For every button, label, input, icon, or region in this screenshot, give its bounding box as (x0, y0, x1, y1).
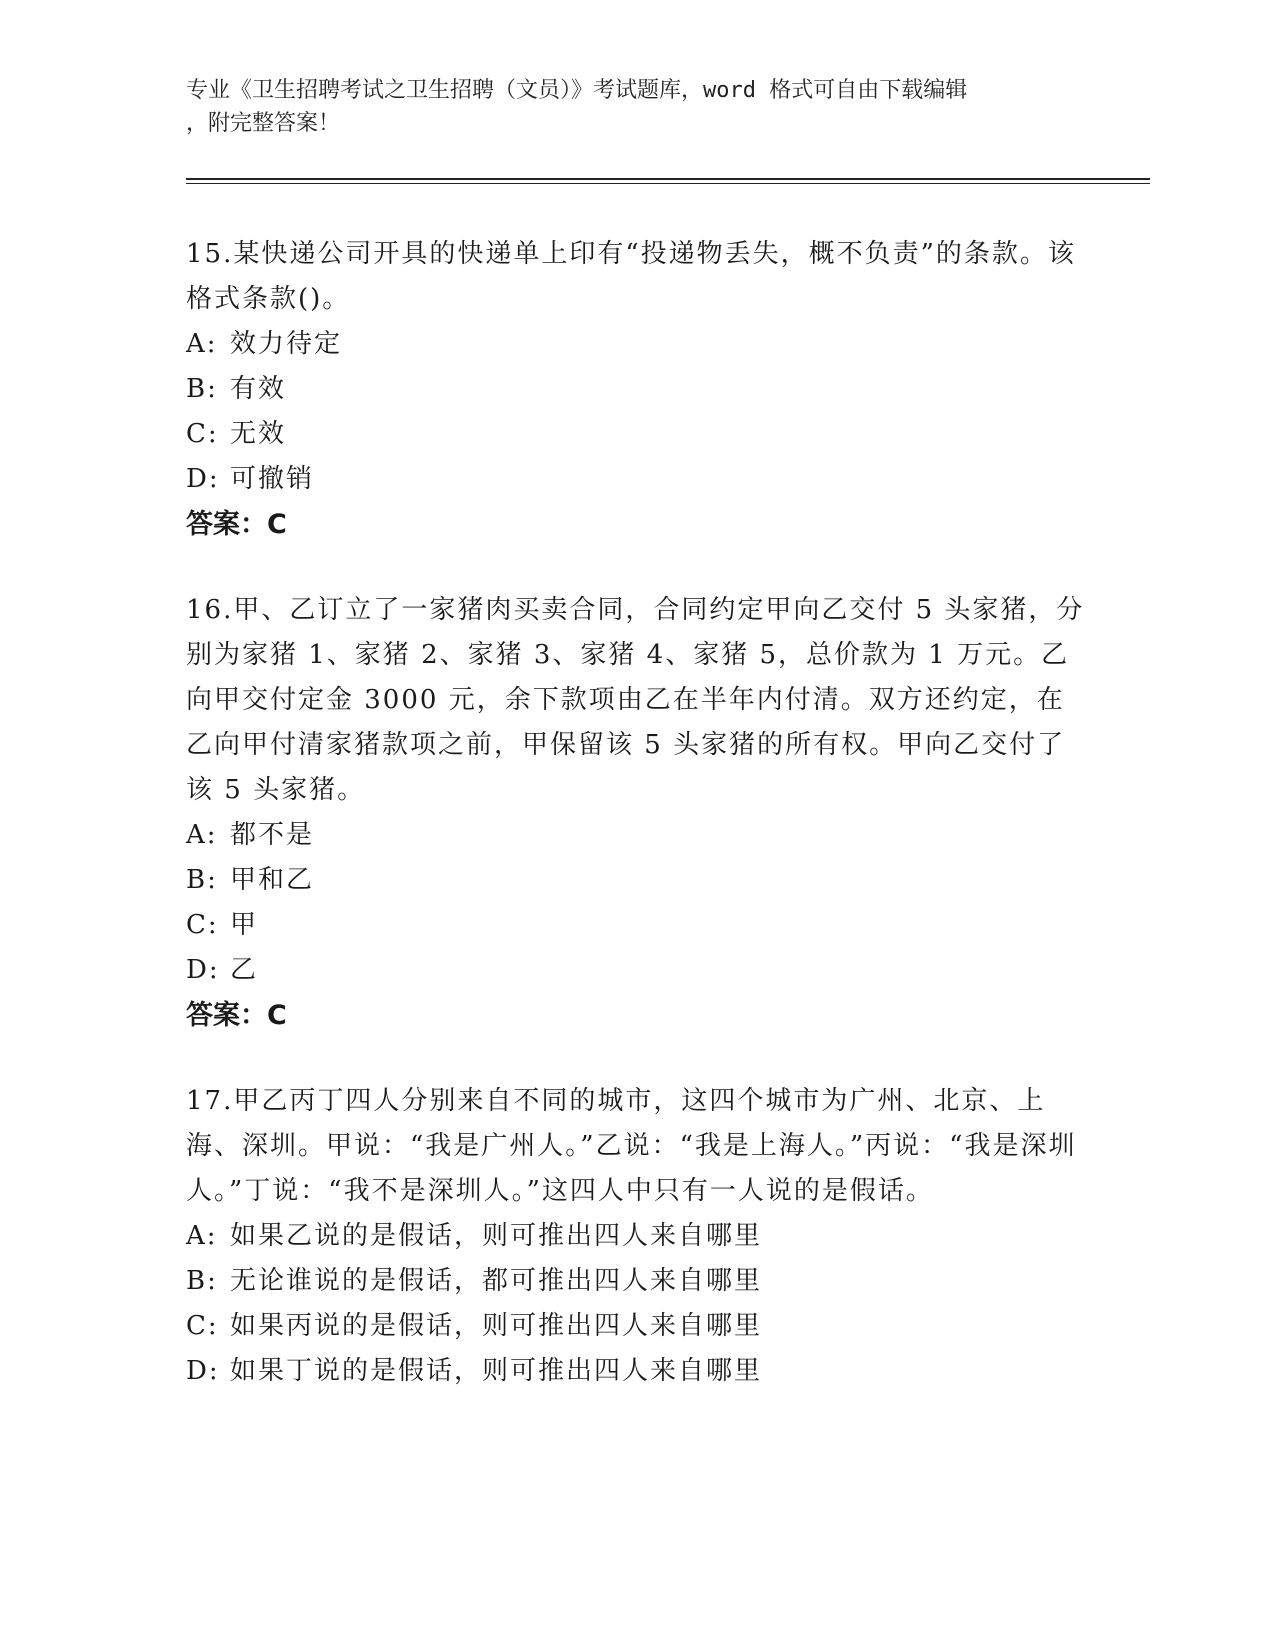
option-text: 乙 (230, 955, 259, 985)
option-b (186, 858, 1086, 903)
option-d (186, 1349, 1086, 1394)
option-key: A: (186, 1221, 218, 1251)
option-d (186, 457, 1086, 502)
option-a (186, 813, 1086, 858)
question-stem: 17.甲乙丙丁四人分别来自不同的城市，这四个城市为广州、北京、上海、深圳。甲说：“我是广州人。”乙说：“我是上海人。”丙说：“我是深圳人。”丁说：“我不是深圳人。”这四人中只有一人说的是假话。 (186, 1086, 1077, 1206)
option-text: 甲 (230, 910, 259, 940)
question-15 (186, 232, 1086, 548)
question-stem: 16.甲、乙订立了一家猪肉买卖合同，合同约定甲向乙交付 5 头家猪，分别为家猪 1、家猪 2、家猪 3、家猪 4、家猪 5，总价款为 1 万元。乙向甲交付定金 3000 元，余下款项由乙在半年内付清。双方还约定，在乙向甲付清家猪款项之前，甲保留该 5 头家猪的所有权。甲向乙交付了该 5 头家猪。 (186, 595, 1085, 805)
option-key: C: (186, 419, 219, 449)
option-key: C: (186, 910, 219, 940)
option-key: B: (186, 374, 218, 404)
option-key: A: (186, 329, 218, 359)
option-a (186, 1214, 1086, 1259)
question-stem: 15.某快递公司开具的快递单上印有“投递物丢失，概不负责”的条款。该格式条款()。 (186, 239, 1076, 314)
option-c (186, 412, 1086, 457)
header-divider-thin (186, 183, 1150, 184)
option-c (186, 1304, 1086, 1349)
option-text: 都不是 (230, 820, 315, 850)
question-16 (186, 588, 1086, 1039)
question-17 (186, 1079, 1086, 1394)
option-key: C: (186, 1311, 219, 1341)
question-list (186, 232, 1086, 1434)
header-line-2: ，附完整答案！ (186, 111, 341, 136)
option-d (186, 948, 1086, 993)
header-divider-thick (186, 178, 1150, 180)
option-key: A: (186, 820, 218, 850)
option-text: 甲和乙 (230, 865, 315, 895)
option-text: 可撤销 (230, 464, 315, 494)
option-text: 有效 (230, 374, 287, 404)
option-key: D: (186, 464, 220, 494)
option-b (186, 367, 1086, 412)
option-a (186, 322, 1086, 367)
option-text: 如果丁说的是假话，则可推出四人来自哪里 (230, 1356, 763, 1386)
answer-line: 答案：C (186, 1000, 287, 1031)
header-line-1: 专业《卫生招聘考试之卫生招聘（文员）》考试题库，word 格式可自由下载编辑 (186, 78, 968, 103)
option-key: B: (186, 865, 218, 895)
option-b (186, 1259, 1086, 1304)
option-c (186, 903, 1086, 948)
answer-line: 答案：C (186, 509, 287, 540)
option-key: B: (186, 1266, 218, 1296)
option-key: D: (186, 955, 220, 985)
option-key: D: (186, 1356, 220, 1386)
option-text: 效力待定 (230, 329, 343, 359)
option-text: 无论谁说的是假话，都可推出四人来自哪里 (230, 1266, 763, 1296)
option-text: 如果乙说的是假话，则可推出四人来自哪里 (230, 1221, 763, 1251)
option-text: 无效 (230, 419, 287, 449)
option-text: 如果丙说的是假话，则可推出四人来自哪里 (230, 1311, 763, 1341)
document-header (186, 74, 1066, 140)
